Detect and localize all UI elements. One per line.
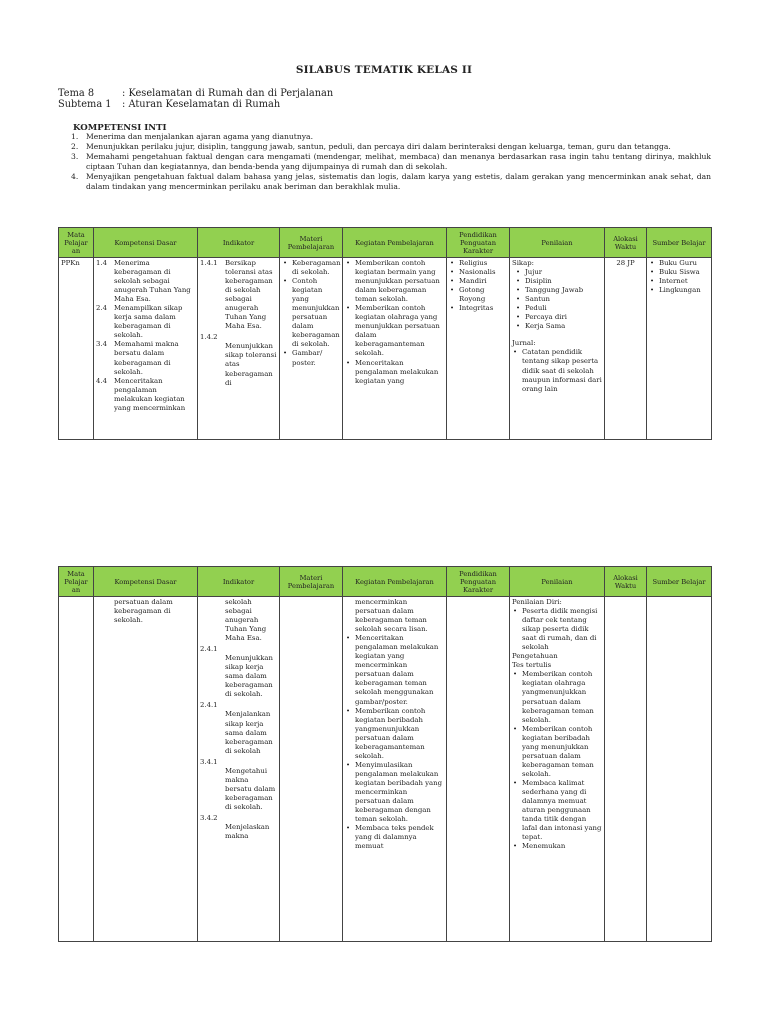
indikator-text: Menunjukkan sikap toleransi atas keberagaman di (225, 342, 277, 387)
indikator-text: Menjalankan sikap kerja sama dalam keberagaman di sekolah (225, 710, 273, 755)
table-row (59, 597, 712, 942)
sikap-item: • Disiplin (515, 277, 602, 286)
header-indikator: Indikator (198, 228, 280, 258)
table-row (59, 258, 712, 440)
pengetahuan-label: Pengetahuan (512, 652, 558, 661)
ki-number: 4. (71, 172, 79, 182)
cell-alokasi (605, 597, 647, 942)
sikap-item: • Jujur (515, 268, 602, 277)
cell-kegiatan (343, 597, 447, 942)
meta-separator: : (122, 88, 126, 99)
header-kompetensi-dasar: Kompetensi Dasar (94, 228, 198, 258)
indikator-number: 2.4.1 (200, 701, 218, 710)
kegiatan-item: • Memberikan contoh kegiatan bermain yang menunjukkan persatuan dalam keberagaman teman sekolah. (345, 259, 444, 304)
ki-text: Menunjukkan perilaku jujur, disiplin, tanggung jawab, santun, peduli, dan percaya diri dalam berinteraksi dengan keluarga, teman, guru dan tetangga. (86, 142, 671, 152)
header-karakter: Pendidikan Penguatan Karakter (447, 228, 510, 258)
sumber-item: • Buku Siswa (649, 268, 709, 277)
kd-item (96, 304, 195, 340)
indikator-continuation: sekolah sebagai anugerah Tuhan Yang Maha Esa. (225, 598, 267, 643)
header-materi: Materi Pembelajaran (280, 228, 343, 258)
kd-number: 3.4 (96, 340, 107, 349)
cell-mata-pelajaran (59, 597, 94, 942)
table-header-row (59, 228, 712, 258)
kegiatan-continuation: mencerminkan persatuan dalam keberagaman teman sekolah secara lisan. (355, 598, 428, 634)
syllabus-table-2 (58, 566, 712, 942)
kd-item (96, 377, 195, 413)
kegiatan-item: • Menyimulasikan pengalaman melakukan kegiatan beribadah yang mencerminkan persatuan dalam keberagaman dengan teman sekolah. (345, 761, 444, 824)
cell-indikator (198, 258, 280, 440)
ki-text: Menyajikan pengetahuan faktual dalam bahasa yang jelas, sistematis dan logis, dalam karya yang estetis, dalam gerakan yang mencerminkan anak sehat, dan dalam tindakan yang mencerminkan perilaku anak beriman dan berakhlak mulia. (86, 172, 711, 192)
penilaian-diri-label: Penilaian Diri: (512, 598, 562, 606)
cell-sumber (647, 597, 712, 942)
sumber-item: • Buku Guru (649, 259, 709, 268)
meta-label: Subtema 1 (58, 99, 112, 110)
penilaian-jurnal-label: Jurnal: (512, 339, 536, 348)
cell-indikator (198, 597, 280, 942)
kd-continuation: persatuan dalam keberagaman di sekolah. (114, 598, 173, 625)
header-materi: Materi Pembelajaran (280, 567, 343, 597)
tes-tertulis-label: Tes tertulis (512, 661, 552, 670)
meta-value: Keselamatan di Rumah dan di Perjalanan (128, 88, 334, 99)
tes-item: • Menemukan (512, 842, 602, 851)
kompetensi-inti-heading: KOMPETENSI INTI (73, 123, 167, 133)
cell-kompetensi-dasar (94, 597, 198, 942)
kompetensi-inti-list (71, 132, 711, 193)
meta-separator: : (122, 99, 126, 110)
ki-item (71, 172, 711, 192)
karakter-item: • Integritas (449, 304, 507, 313)
cell-penilaian (510, 597, 605, 942)
header-penilaian: Penilaian (510, 228, 605, 258)
indikator-number: 3.4.2 (200, 813, 218, 822)
ki-number: 3. (71, 152, 79, 162)
sikap-item: • Santun (515, 295, 602, 304)
header-karakter: Pendidikan Penguatan Karakter (447, 567, 510, 597)
kegiatan-item: • Menceritakan pengalaman melakukan kegiatan yang mencerminkan persatuan dalam keberagaman teman sekolah menggunakan gambar/poster. (345, 634, 444, 706)
ki-text: Memahami pengetahuan faktual dengan cara mengamati (mendengar, melihat, membaca) dan menanya berdasarkan rasa ingin tahu tentang dirinya, makhluk ciptaan Tuhan dan kegiatannya, dan benda-benda yang dijumpainya di rumah dan di sekolah. (86, 152, 711, 172)
karakter-item: • Nasionalis (449, 268, 507, 277)
sikap-item: • Tanggung Jawab (515, 286, 602, 295)
kd-number: 2.4 (96, 304, 107, 313)
penilaian-diri-item: • Peserta didik mengisi daftar cek tentang sikap peserta didik saat di rumah, dan di sekolah (512, 607, 602, 652)
header-kompetensi-dasar: Kompetensi Dasar (94, 567, 198, 597)
kd-text: Menerima keberagaman di sekolah sebagai anugerah Tuhan Yang Maha Esa. (114, 259, 191, 304)
indikator-text: Menjelaskan makna (225, 822, 270, 840)
cell-kompetensi-dasar (94, 258, 198, 440)
ki-text: Menerima dan menjalankan ajaran agama yang dianutnya. (86, 132, 313, 141)
penilaian-sikap-label: Sikap: (512, 259, 534, 267)
header-alokasi: Alokasi Waktu (605, 567, 647, 597)
indikator-item (200, 814, 277, 841)
ki-number: 1. (71, 132, 79, 141)
meta-tema (58, 88, 333, 99)
kd-text: Menceritakan pengalaman melakukan kegiatan yang mencerminkan (114, 376, 186, 412)
indikator-number: 2.4.1 (200, 645, 218, 654)
header-indikator: Indikator (198, 567, 280, 597)
table-header-row (59, 567, 712, 597)
kegiatan-item: • Menceritakan pengalaman melakukan kegiatan yang (345, 359, 444, 386)
kd-text: Memahami makna bersatu dalam keberagaman di sekolah. (114, 340, 179, 376)
kd-text: Menampilkan sikap kerja sama dalam keberagaman di sekolah. (114, 304, 183, 340)
sikap-item: • Peduli (515, 304, 602, 313)
ki-item (71, 132, 711, 142)
tes-item: • Membaca kalimat sederhana yang di dalamnya memuat aturan penggunaan tanda titik dengan lafal dan intonasi yang tepat. (512, 779, 602, 842)
header-kegiatan: Kegiatan Pembelajaran (343, 228, 447, 258)
karakter-item: • Religius (449, 259, 507, 268)
meta-subtema (58, 99, 280, 110)
cell-kegiatan (343, 258, 447, 440)
cell-materi (280, 258, 343, 440)
materi-item: • Contoh kegiatan yang menunjukkan persatuan dalam keberagaman di sekolah. (282, 277, 340, 349)
document-title: SILABUS TEMATIK KELAS II (295, 64, 473, 76)
cell-alokasi: 28 JP (605, 258, 647, 440)
sumber-item: • Lingkungan (649, 286, 709, 295)
sumber-item: • Internet (649, 277, 709, 286)
cell-mata-pelajaran: PPKn (59, 258, 94, 440)
kd-number: 1.4 (96, 259, 107, 267)
ki-item (71, 152, 711, 172)
indikator-text: Menunjukkan sikap kerja sama dalam keberagaman di sekolah. (225, 654, 273, 699)
kegiatan-item: • Memberikan contoh kegiatan beribadah yangmenunjukkan persatuan dalam keberagamanteman sekolah. (345, 707, 444, 761)
header-mata-pelajaran: Mata Pelajar an (59, 567, 94, 597)
indikator-item (200, 333, 277, 387)
cell-karakter (447, 258, 510, 440)
cell-penilaian (510, 258, 605, 440)
syllabus-table-1 (58, 227, 712, 440)
kd-number: 4.4 (96, 376, 107, 385)
materi-item: • Keberagaman di sekolah. (282, 259, 340, 277)
header-alokasi: Alokasi Waktu (605, 228, 647, 258)
tes-item: • Memberikan contoh kegiatan beribadah yang menunjukkan persatuan dalam keberagaman teman sekolah. (512, 725, 602, 779)
header-penilaian: Penilaian (510, 567, 605, 597)
jurnal-item: • Catatan pendidik tentang sikap peserta didik saat di sekolah maupun informasi dari orang lain (512, 348, 602, 393)
header-sumber: Sumber Belajar (647, 228, 712, 258)
sikap-item: • Kerja Sama (515, 322, 602, 331)
karakter-item: • Gotong Royong (449, 286, 507, 304)
cell-materi (280, 597, 343, 942)
tes-item: • Memberikan contoh kegiatan olahraga yangmenunjukkan persatuan dalam keberagaman teman sekolah. (512, 670, 602, 724)
kd-item (96, 340, 195, 376)
kegiatan-item: • Memberikan contoh kegiatan olahraga yang menunjukkan persatuan dalam keberagamanteman sekolah. (345, 304, 444, 358)
indikator-text: Mengetahui makna bersatu dalam keberagaman di sekolah. (225, 766, 276, 811)
indikator-text: Bersikap toleransi atas keberagaman di sekolah sebagai anugerah Tuhan Yang Maha Esa. (225, 259, 273, 331)
indikator-number: 3.4.1 (200, 757, 218, 766)
karakter-item: • Mandiri (449, 277, 507, 286)
indikator-number: 1.4.2 (200, 333, 218, 342)
indikator-item (200, 645, 277, 699)
ki-item (71, 142, 711, 152)
meta-value: Aturan Keselamatan di Rumah (128, 99, 281, 110)
header-kegiatan: Kegiatan Pembelajaran (343, 567, 447, 597)
indikator-item (200, 758, 277, 812)
cell-sumber (647, 258, 712, 440)
header-mata-pelajaran: Mata Pelajar an (59, 228, 94, 258)
ki-number: 2. (71, 142, 79, 152)
kd-item (96, 259, 195, 304)
indikator-number: 1.4.1 (200, 259, 218, 267)
header-sumber: Sumber Belajar (647, 567, 712, 597)
meta-label: Tema 8 (58, 88, 95, 99)
indikator-item (200, 701, 277, 755)
kegiatan-item: • Membaca teks pendek yang di dalamnya memuat (345, 824, 444, 851)
indikator-item (200, 259, 277, 331)
cell-karakter (447, 597, 510, 942)
sikap-item: • Percaya diri (515, 313, 602, 322)
materi-item: • Gambar/ poster. (282, 349, 340, 367)
